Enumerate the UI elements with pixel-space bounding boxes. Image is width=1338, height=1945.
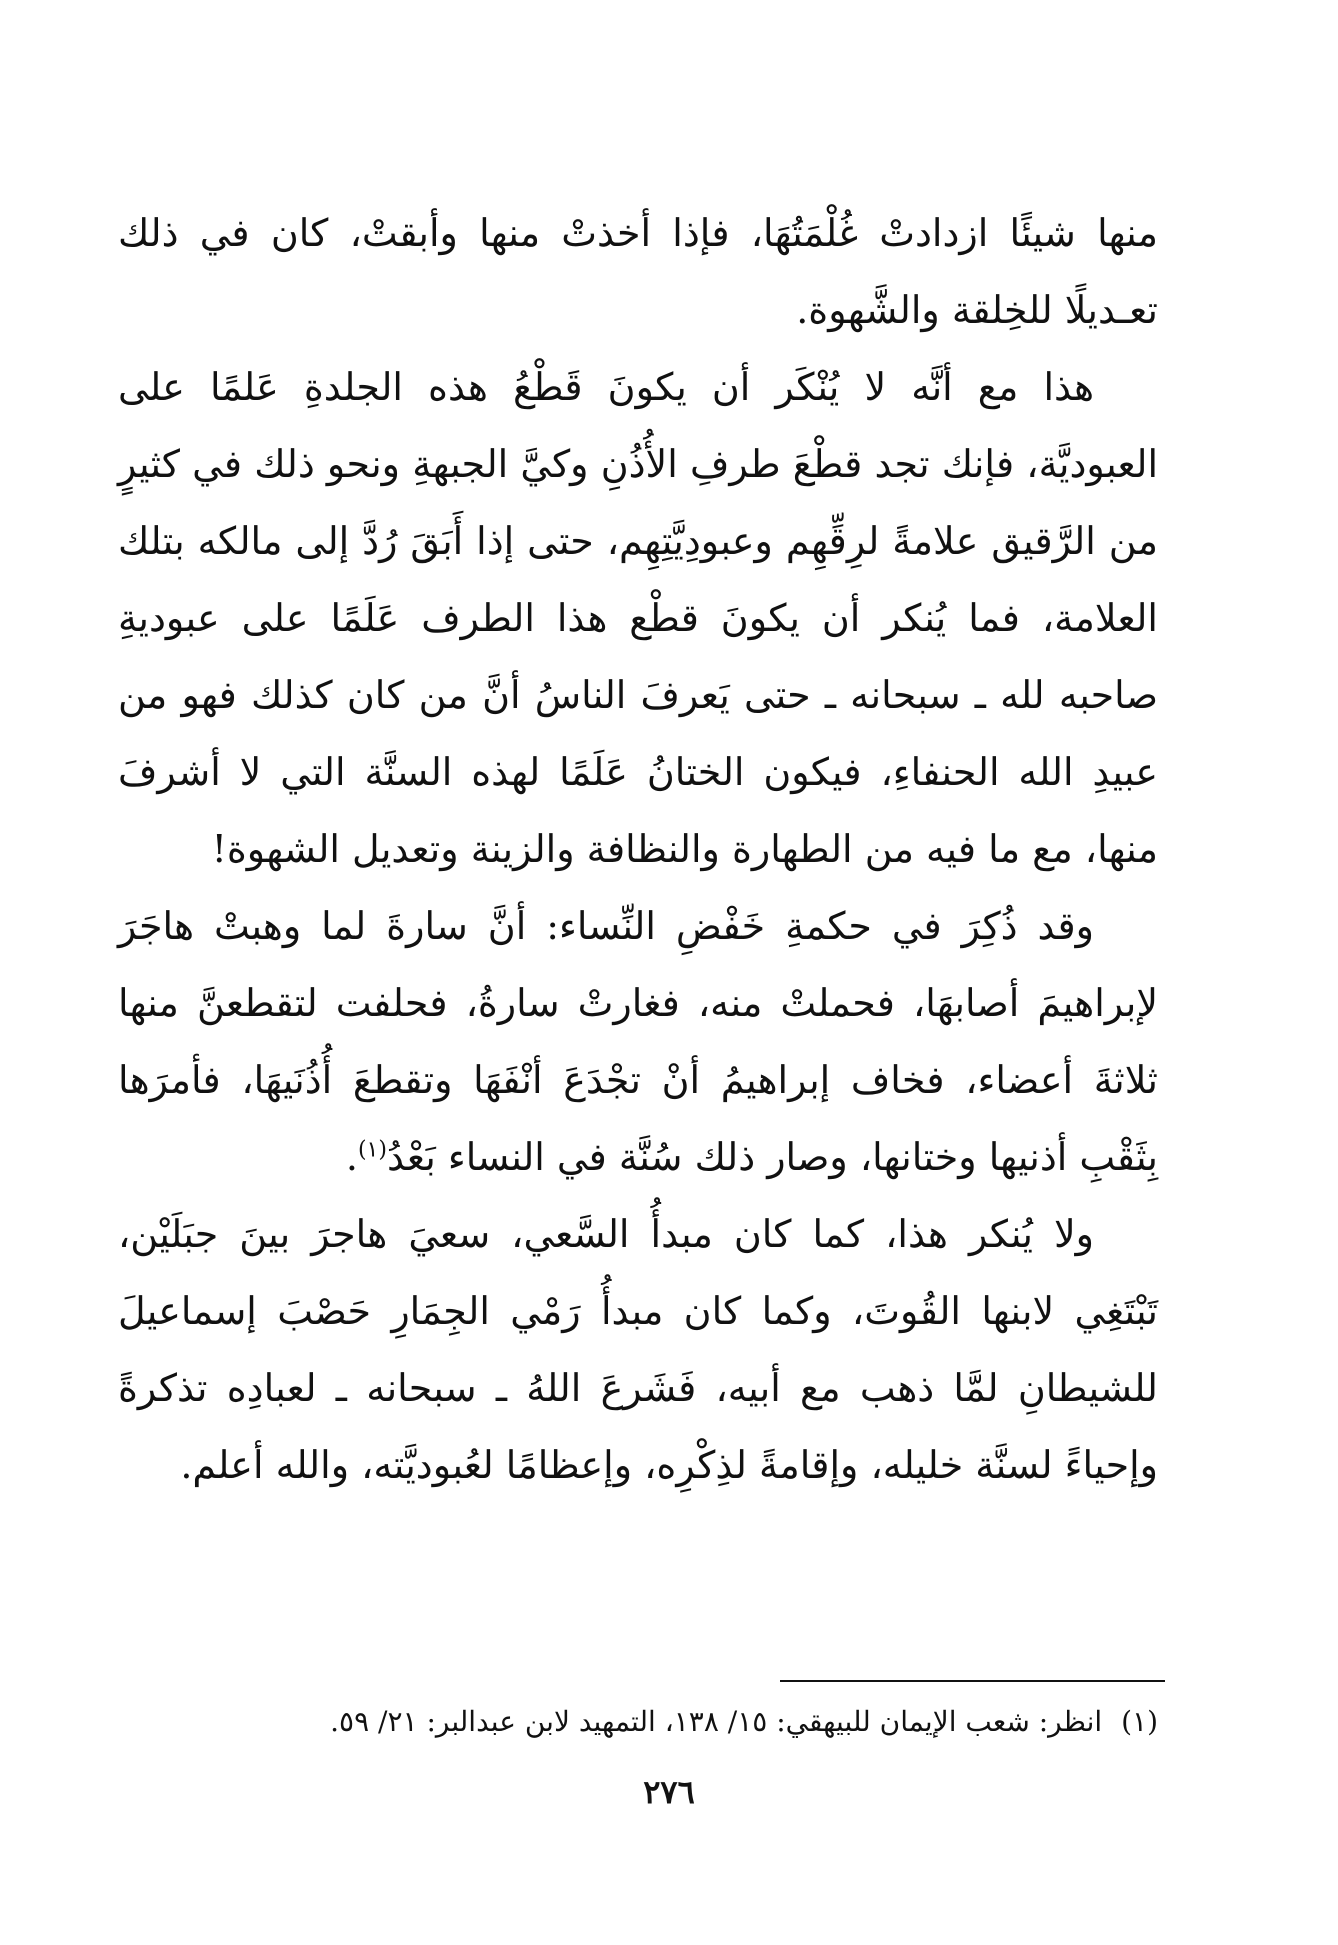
footnote-text: انظر: شعب الإيمان للبيهقي: ١٥/ ١٣٨، التمهيد لابن عبدالبر: ٢١/ ٥٩. <box>330 1705 1103 1738</box>
footnote-reference[interactable]: (١) <box>357 1137 387 1163</box>
footnote-number: (١) <box>1121 1705 1158 1738</box>
page-number: ٢٧٦ <box>643 1773 695 1811</box>
footnote-divider <box>780 1680 1165 1682</box>
paragraph-4-text: ولا يُنكر هذا، كما كان مبدأُ السَّعي، سعيَ هاجرَ بينَ جبَلَيْن، تَبْتَغِي لابنها القُوتَ، وكما كان مبدأُ رَمْي الجِمَارِ حَصْبَ إسماعيلَ للشيطانِ لمَّا ذهب مع أبيه، فَشَرعَ اللهُ ـ سبحانه ـ لعبادِه تذكرةً وإحياءً لسنَّة خليله، وإقامةً لذِكْرِه، وإعظامًا لعُبوديَّته، والله أعلم. <box>118 1212 1158 1487</box>
paragraph-2-text: هذا مع أنَّه لا يُنْكَر أن يكونَ قَطْعُ هذه الجلدةِ عَلمًا على العبوديَّة، فإنك تجد قطْعَ طرفِ الأُذُنِ وكيَّ الجبهةِ ونحو ذلك في كثيرٍ من الرَّقيق علامةً لرِقِّهِم وعبودِيَّتِهِم، حتى إذا أَبَقَ رُدَّ إلى مالكه بتلك العلامة، فما يُنكر أن يكونَ قطْع هذا الطرف عَلَمًا على عبوديةِ صاحبه لله ـ سبحانه ـ حتى يَعرفَ الناسُ أنَّ من كان كذلك فهو من عبيدِ الله الحنفاءِ، فيكون الختانُ عَلَمًا لهذه السنَّة التي لا أشرفَ منها، مع ما فيه من الطهارة والنظافة والزينة وتعديل الشهوة! <box>118 365 1158 871</box>
paragraph-1 <box>118 195 1158 349</box>
paragraph-3-tail: . <box>345 1135 358 1179</box>
footnote <box>118 1700 1158 1744</box>
paragraph-4 <box>118 1196 1158 1504</box>
paragraph-3-text: وقد ذُكِرَ في حكمةِ خَفْضِ النِّساء: أنَّ سارةَ لما وهبتْ هاجَرَ لإبراهيمَ أصابهَا، فحملتْ منه، فغارتْ سارةُ، فحلفت لتقطعنَّ منها ثلاثةَ أعضاء، فخاف إبراهيمُ أنْ تجْدَعَ أنْفَهَا وتقطعَ أُذُنَيهَا، فأمرَها بِثَقْبِ أذنيها وختانها، وصار ذلك سُنَّة في النساء بَعْدُ <box>118 904 1158 1179</box>
paragraph-1-text: منها شيئًا ازدادتْ غُلْمَتُهَا، فإذا أخذتْ منها وأبقتْ، كان في ذلك تعـديلًا للخِلقة والشَّهوة. <box>118 211 1158 332</box>
paragraph-3 <box>118 888 1158 1196</box>
main-text <box>118 195 1158 1504</box>
paragraph-2 <box>118 349 1158 888</box>
